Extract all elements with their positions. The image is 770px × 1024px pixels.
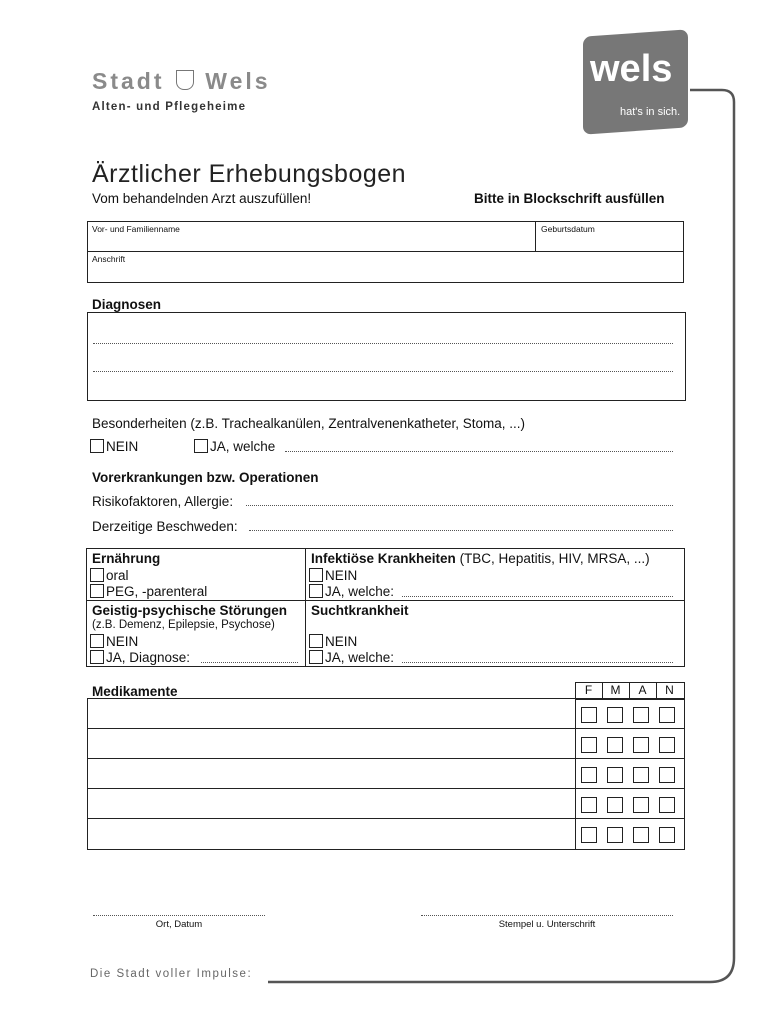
geistig-no-checkbox[interactable] (90, 634, 104, 648)
sucht-no-checkbox[interactable] (309, 634, 323, 648)
infektioese-no-label: NEIN (325, 568, 358, 583)
birthdate-field[interactable]: Geburtsdatum (541, 224, 595, 234)
geistig-yes-checkbox[interactable] (90, 650, 104, 664)
infektioese-line[interactable] (402, 596, 673, 597)
med-row-5[interactable] (88, 819, 574, 848)
divider (575, 698, 576, 849)
diagnosen-line[interactable] (93, 343, 673, 344)
coat-of-arms-icon (176, 70, 194, 90)
med-checkbox[interactable] (581, 707, 597, 723)
sucht-yes-checkbox[interactable] (309, 650, 323, 664)
med-checkbox[interactable] (633, 737, 649, 753)
med-row-2[interactable] (88, 729, 574, 758)
geistig-heading: Geistig-psychische Störungen (92, 603, 288, 618)
diagnosen-heading: Diagnosen (92, 297, 162, 312)
ernaehrung-heading: Ernährung (92, 551, 161, 566)
col-m: M (610, 683, 621, 697)
oral-checkbox[interactable] (90, 568, 104, 582)
sucht-no-label: NEIN (325, 634, 358, 649)
med-checkbox[interactable] (659, 797, 675, 813)
geistig-detail: (z.B. Demenz, Epilepsie, Psychose) (92, 619, 275, 631)
infektioese-heading: Infektiöse Krankheiten (TBC, Hepatitis, HIV, MRSA, ...) (311, 551, 650, 566)
name-field[interactable]: Vor- und Familienname (92, 224, 180, 234)
besonderheiten-line[interactable] (285, 451, 673, 452)
org-name: Stadt Wels (92, 68, 271, 94)
sucht-heading: Suchtkrankheit (311, 603, 409, 618)
current-complaints-label: Derzeitige Beschweden: (92, 519, 238, 534)
sucht-yes-label: JA, welche: (325, 650, 395, 665)
oral-label: oral (106, 568, 129, 583)
logo-tagline: hat's in sich. (620, 106, 681, 118)
diagnosen-line[interactable] (93, 371, 673, 372)
med-row-1[interactable] (88, 699, 574, 728)
form-title: Ärztlicher Erhebungsbogen (92, 160, 407, 188)
divider (87, 251, 683, 252)
col-a: A (638, 683, 647, 697)
besonderheiten-no-checkbox[interactable] (90, 439, 104, 453)
med-checkbox[interactable] (633, 797, 649, 813)
med-checkbox[interactable] (633, 767, 649, 783)
besonderheiten-no-label: NEIN (106, 439, 139, 454)
col-n: N (665, 683, 674, 697)
peg-label: PEG, -parenteral (106, 584, 208, 599)
med-checkbox[interactable] (633, 827, 649, 843)
med-checkbox[interactable] (659, 827, 675, 843)
med-checkbox[interactable] (659, 767, 675, 783)
med-checkbox[interactable] (633, 707, 649, 723)
infektioese-yes-label: JA, welche: (325, 584, 395, 599)
diagnosen-box[interactable] (87, 312, 686, 401)
besonderheiten-yes-label: JA, welche (210, 439, 276, 454)
current-complaints-line[interactable] (249, 530, 673, 531)
besonderheiten-yes-checkbox[interactable] (194, 439, 208, 453)
divider (535, 221, 536, 251)
stamp-signature-label: Stempel u. Unterschrift (498, 919, 596, 930)
place-date-line[interactable] (93, 915, 265, 916)
instruction-right: Bitte in Blockschrift ausfüllen (474, 191, 665, 206)
sucht-line[interactable] (402, 662, 673, 663)
risk-line[interactable] (246, 505, 673, 506)
med-checkbox[interactable] (607, 767, 623, 783)
med-checkbox[interactable] (581, 797, 597, 813)
vorerkrankungen-heading: Vorerkrankungen bzw. Operationen (92, 470, 319, 485)
divider (305, 548, 306, 666)
geistig-no-label: NEIN (106, 634, 139, 649)
med-checkbox[interactable] (659, 737, 675, 753)
stamp-signature-line[interactable] (421, 915, 673, 916)
logo-word: wels (590, 48, 673, 90)
peg-checkbox[interactable] (90, 584, 104, 598)
med-checkbox[interactable] (581, 737, 597, 753)
medikamente-heading: Medikamente (92, 684, 178, 699)
med-checkbox[interactable] (581, 827, 597, 843)
footer-slogan: Die Stadt voller Impulse: (90, 968, 253, 980)
place-date-label: Ort, Datum (155, 919, 203, 930)
instruction-left: Vom behandelnden Arzt auszufüllen! (92, 191, 312, 206)
divider (86, 600, 684, 601)
med-checkbox[interactable] (607, 827, 623, 843)
risk-label: Risikofaktoren, Allergie: (92, 494, 234, 509)
org-subtitle: Alten- und Pflegeheime (92, 101, 247, 113)
med-checkbox[interactable] (607, 737, 623, 753)
med-checkbox[interactable] (659, 707, 675, 723)
med-row-3[interactable] (88, 759, 574, 788)
med-checkbox[interactable] (581, 767, 597, 783)
infektioese-yes-checkbox[interactable] (309, 584, 323, 598)
geistig-line[interactable] (201, 662, 298, 663)
med-checkbox[interactable] (607, 707, 623, 723)
besonderheiten-label: Besonderheiten (z.B. Trachealkanülen, Zentralvenenkatheter, Stoma, ...) (92, 416, 525, 431)
col-f: F (584, 683, 593, 697)
med-row-4[interactable] (88, 789, 574, 818)
med-checkbox[interactable] (607, 797, 623, 813)
geistig-yes-label: JA, Diagnose: (106, 650, 191, 665)
address-field[interactable]: Anschrift (92, 254, 126, 264)
infektioese-no-checkbox[interactable] (309, 568, 323, 582)
